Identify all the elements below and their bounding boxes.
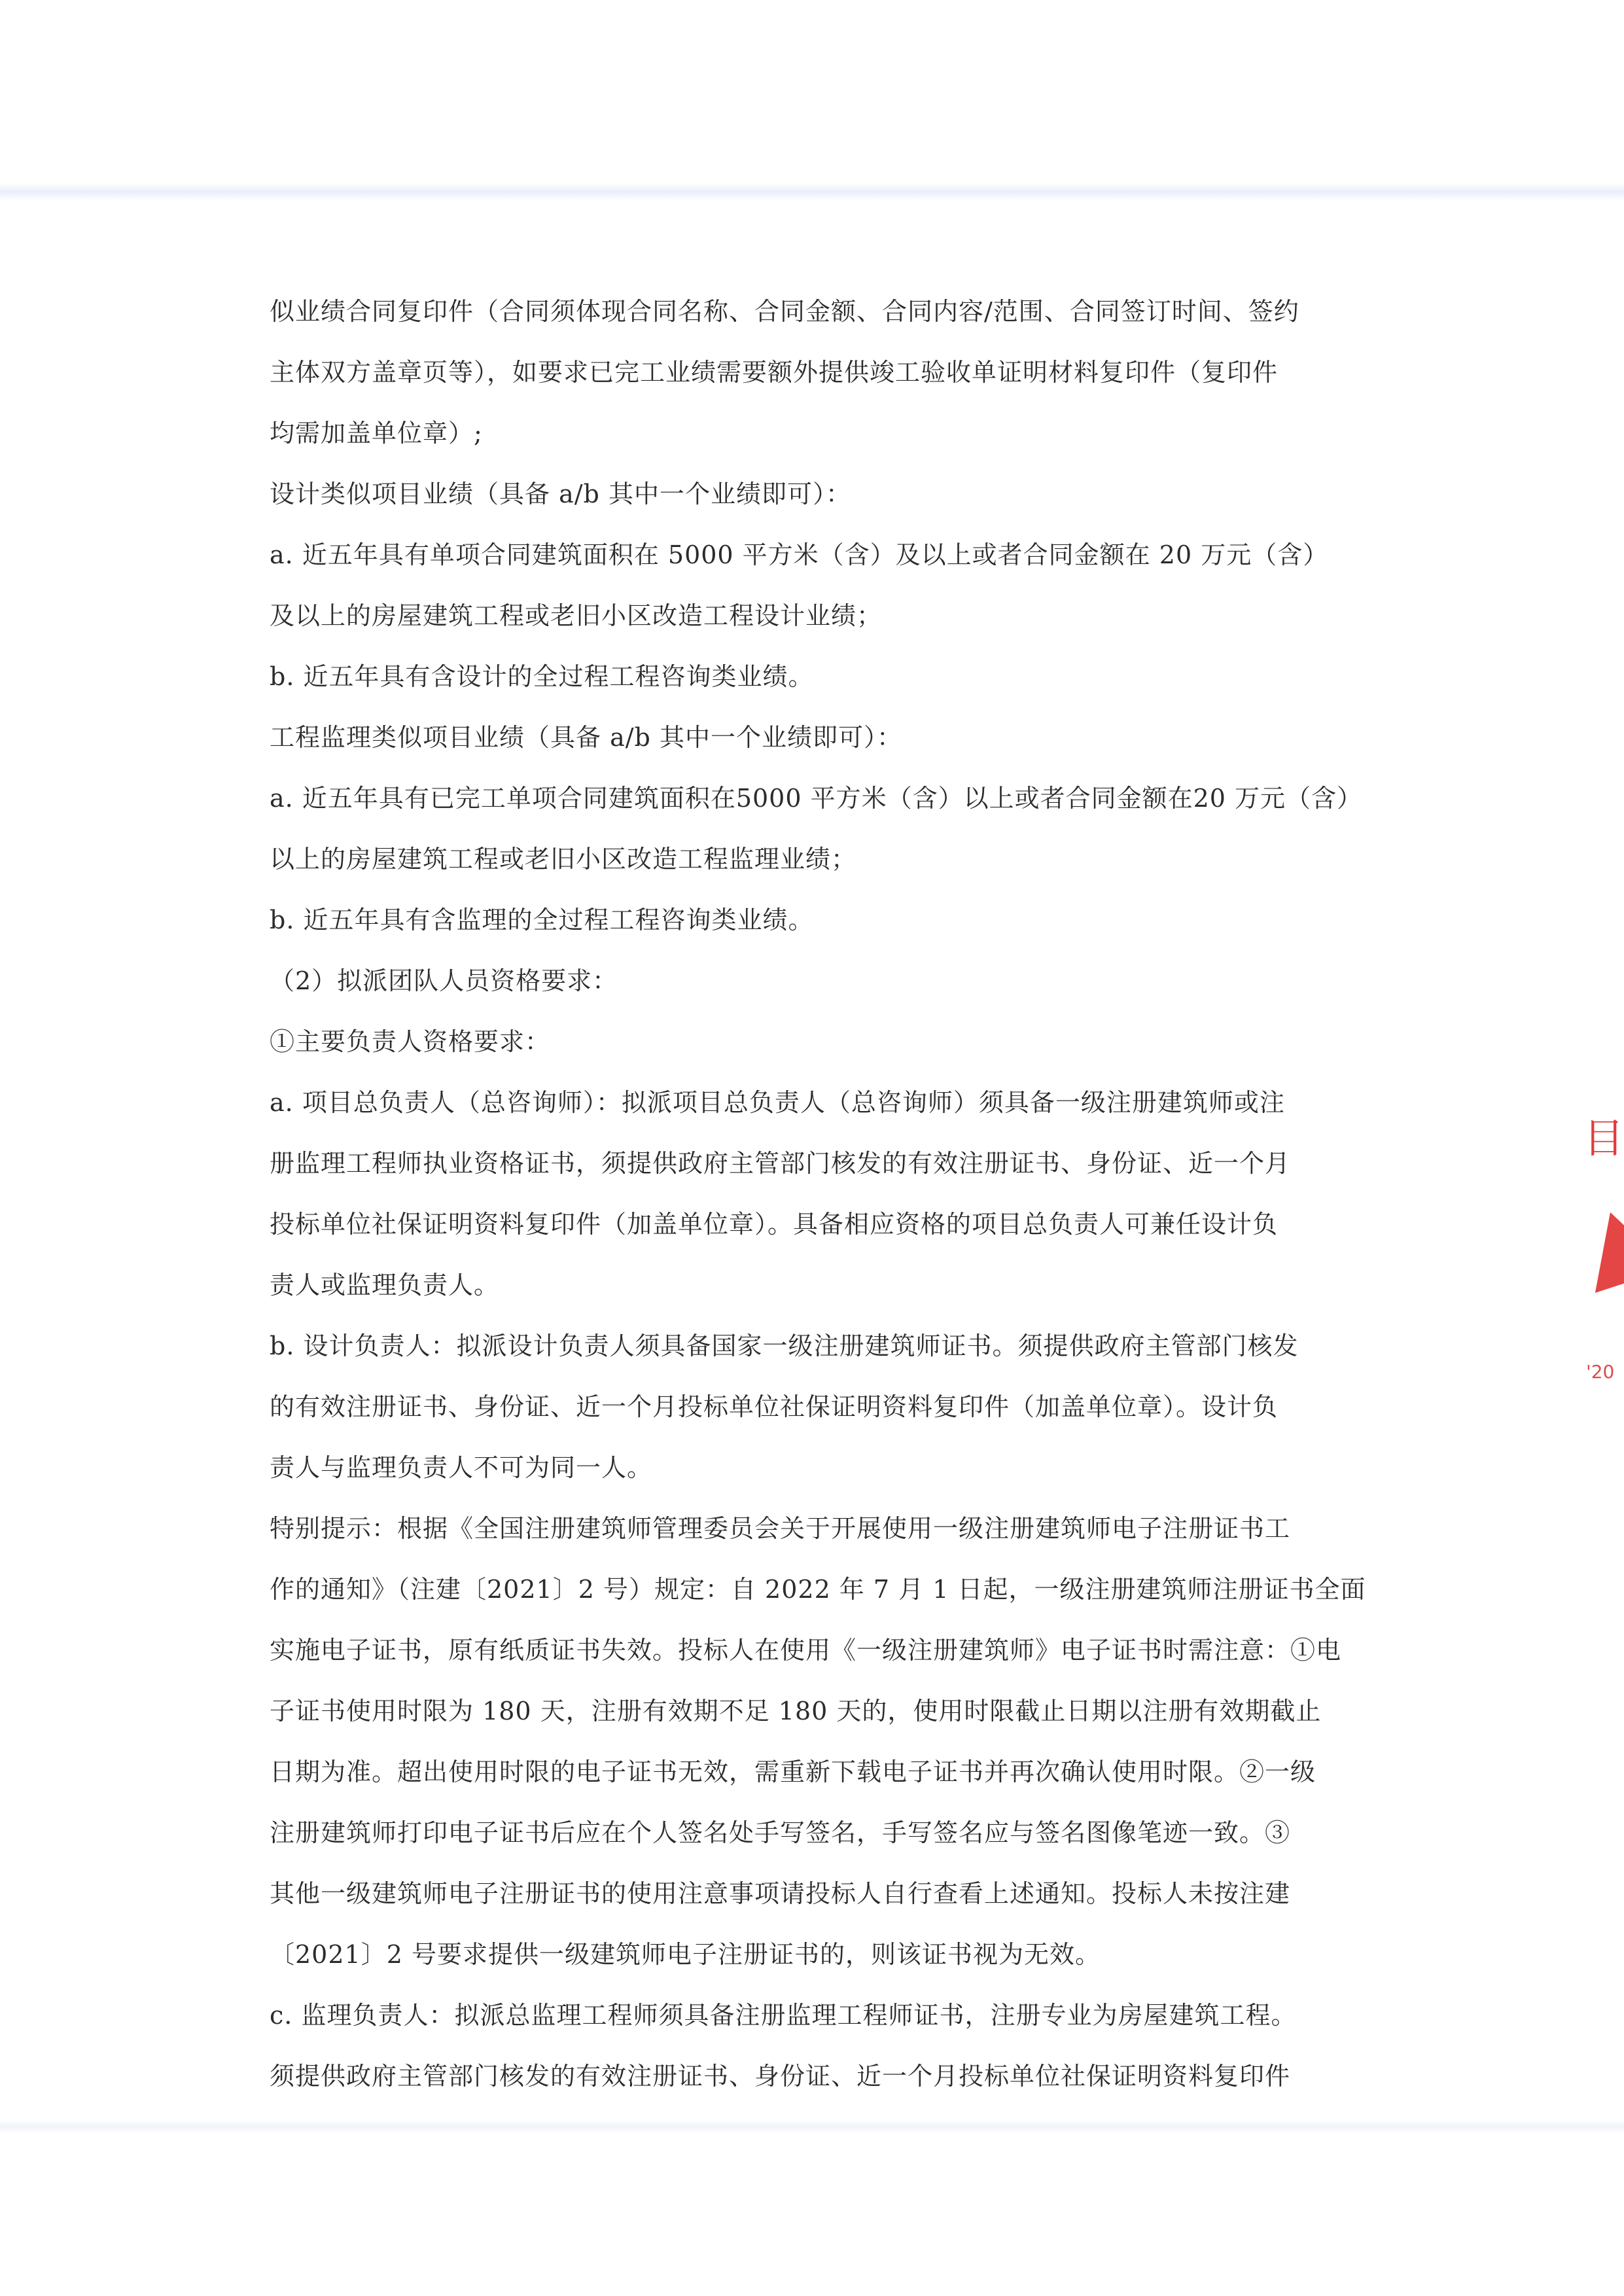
text-line: a. 项目总负责人（总咨询师）：拟派项目总负责人（总咨询师）须具备一级注册建筑师或注	[270, 1088, 1285, 1117]
text-line: 责人或监理负责人。	[270, 1271, 500, 1299]
text-line: 均需加盖单位章）;	[270, 419, 483, 448]
text-line: 〔2021〕2 号要求提供一级建筑师电子注册证书的，则该证书视为无效。	[270, 1940, 1101, 1969]
text-line: b. 近五年具有含监理的全过程工程咨询类业绩。	[270, 906, 814, 934]
text-line: 子证书使用时限为 180 天，注册有效期不足 180 天的，使用时限截止日期以注册有效期截止	[270, 1697, 1322, 1725]
text-line: 其他一级建筑师电子注册证书的使用注意事项请投标人自行查看上述通知。投标人未按注建	[270, 1879, 1291, 1908]
seal-star-icon	[1577, 1200, 1624, 1293]
text-line: b. 近五年具有含设计的全过程工程咨询类业绩。	[270, 662, 814, 691]
seal-character: 目	[1583, 1114, 1624, 1162]
text-line: a. 近五年具有已完工单项合同建筑面积在5000 平方米（含）以上或者合同金额在20 万元（含）	[270, 784, 1363, 813]
text-line: 注册建筑师打印电子证书后应在个人签名处手写签名，手写签名应与签名图像笔迹一致。③	[270, 1818, 1291, 1847]
text-line: 须提供政府主管部门核发的有效注册证书、身份证、近一个月投标单位社保证明资料复印件	[270, 2062, 1291, 2091]
scan-artifact-bottom	[0, 2120, 1624, 2133]
text-line: c. 监理负责人：拟派总监理工程师须具备注册监理工程师证书，注册专业为房屋建筑工程。	[270, 2001, 1297, 2030]
text-line: 工程监理类似项目业绩（具备 a/b 其中一个业绩即可）：	[270, 723, 902, 752]
text-line: 实施电子证书，原有纸质证书失效。投标人在使用《一级注册建筑师》电子证书时需注意：①电	[270, 1636, 1342, 1665]
text-line: 特别提示：根据《全国注册建筑师管理委员会关于开展使用一级注册建筑师电子注册证书工	[270, 1514, 1291, 1543]
text-line: 的有效注册证书、身份证、近一个月投标单位社保证明资料复印件（加盖单位章）。设计负	[270, 1392, 1279, 1421]
text-line: 似业绩合同复印件（合同须体现合同名称、合同金额、合同内容/范围、合同签订时间、签约	[270, 297, 1299, 326]
text-line: a. 近五年具有单项合同建筑面积在 5000 平方米（含）及以上或者合同金额在 20 万元（含）	[270, 540, 1329, 569]
section-heading: （2）拟派团队人员资格要求：	[270, 966, 618, 995]
subsection-heading: ①主要负责人资格要求：	[270, 1027, 551, 1056]
text-line: 设计类似项目业绩（具备 a/b 其中一个业绩即可）：	[270, 480, 851, 508]
text-line: 作的通知》（注建〔2021〕2 号）规定：自 2022 年 7 月 1 日起，一级注册建筑师注册证书全面	[270, 1575, 1366, 1604]
text-line: b. 设计负责人：拟派设计负责人须具备国家一级注册建筑师证书。须提供政府主管部门核发	[270, 1332, 1299, 1360]
scan-artifact-top	[0, 183, 1624, 200]
text-line: 及以上的房屋建筑工程或老旧小区改造工程设计业绩；	[270, 601, 883, 630]
company-seal-fragment	[1577, 1080, 1624, 1420]
document-body	[270, 281, 1366, 2107]
text-line: 日期为准。超出使用时限的电子证书无效，需重新下载电子证书并再次确认使用时限。②一级	[270, 1757, 1316, 1786]
text-line: 以上的房屋建筑工程或老旧小区改造工程监理业绩；	[270, 845, 857, 874]
text-line: 责人与监理负责人不可为同一人。	[270, 1453, 653, 1482]
seal-number: '20	[1586, 1361, 1615, 1383]
text-line: 投标单位社保证明资料复印件（加盖单位章）。具备相应资格的项目总负责人可兼任设计负	[270, 1210, 1279, 1239]
text-line: 册监理工程师执业资格证书，须提供政府主管部门核发的有效注册证书、身份证、近一个月	[270, 1149, 1291, 1178]
text-line: 主体双方盖章页等），如要求已完工业绩需要额外提供竣工验收单证明材料复印件（复印件	[270, 358, 1279, 387]
